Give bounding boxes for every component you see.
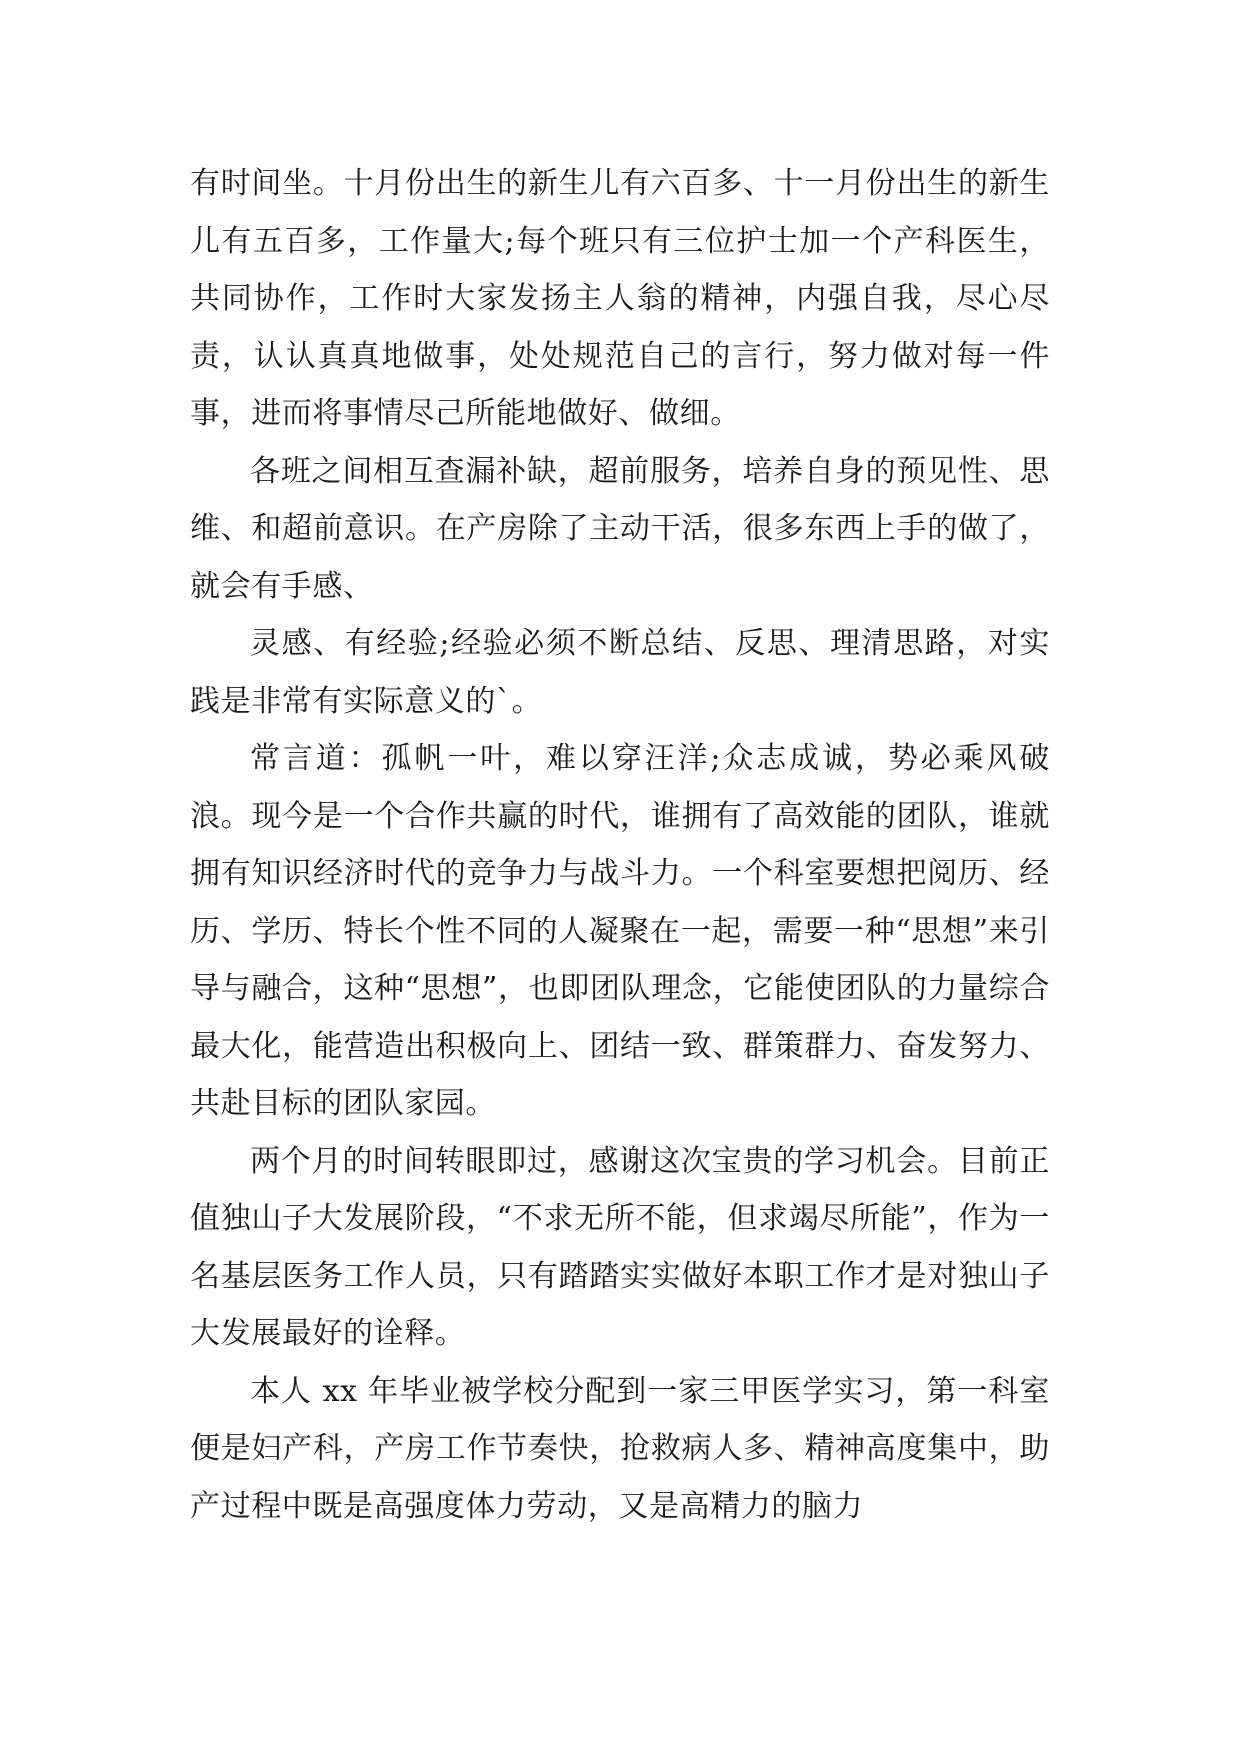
paragraph-teamwork: 常言道：孤帆一叶，难以穿汪洋;众志成诚，势必乘风破浪。现今是一个合作共赢的时代，谁拥有了高效能的团队，谁就拥有知识经济时代的竞争力与战斗力。一个科室要想把阅历、经历、学历、特长个性不同的人凝聚在一起，需要一种“思想”来引导与融合，这种“思想”，也即团队理念，它能使团队的力量综合最大化，能营造出积极向上、团结一致、群策群力、奋发努力、共赴目标的团队家园。 [190,741,1050,1121]
paragraph-gratitude: 两个月的时间转眼即过，感谢这次宝贵的学习机会。目前正值独山子大发展阶段，“不求无所不能，但求竭尽所能”，作为一名基层医务工作人员，只有踏踏实实做好本职工作才是对独山子大发展最好的诠释。 [190,1143,1050,1351]
paragraph-internship: 本人 xx 年毕业被学校分配到一家三甲医学实习，第一科室便是妇产科，产房工作节奏快，抢救病人多、精神高度集中，助产过程中既是高强度体力劳动，又是高精力的脑力 [190,1373,1050,1524]
paragraph-experience: 灵感、有经验;经验必须不断总结、反思、理清思路，对实践是非常有实际意义的`。 [190,626,1050,719]
paragraph-continuation: 有时间坐。十月份出生的新生儿有六百多、十一月份出生的新生儿有五百多，工作量大;每个班只有三位护士加一个产科医生，共同协作，工作时大家发扬主人翁的精神，内强自我，尽心尽责，认认真真地做事，处处规范自己的言行，努力做对每一件事，进而将事情尽己所能地做好、做细。 [190,166,1050,431]
paragraph-cooperation: 各班之间相互查漏补缺，超前服务，培养自身的预见性、思维、和超前意识。在产房除了主动干活，很多东西上手的做了，就会有手感、 [190,453,1050,604]
document-page [190,155,1050,1535]
